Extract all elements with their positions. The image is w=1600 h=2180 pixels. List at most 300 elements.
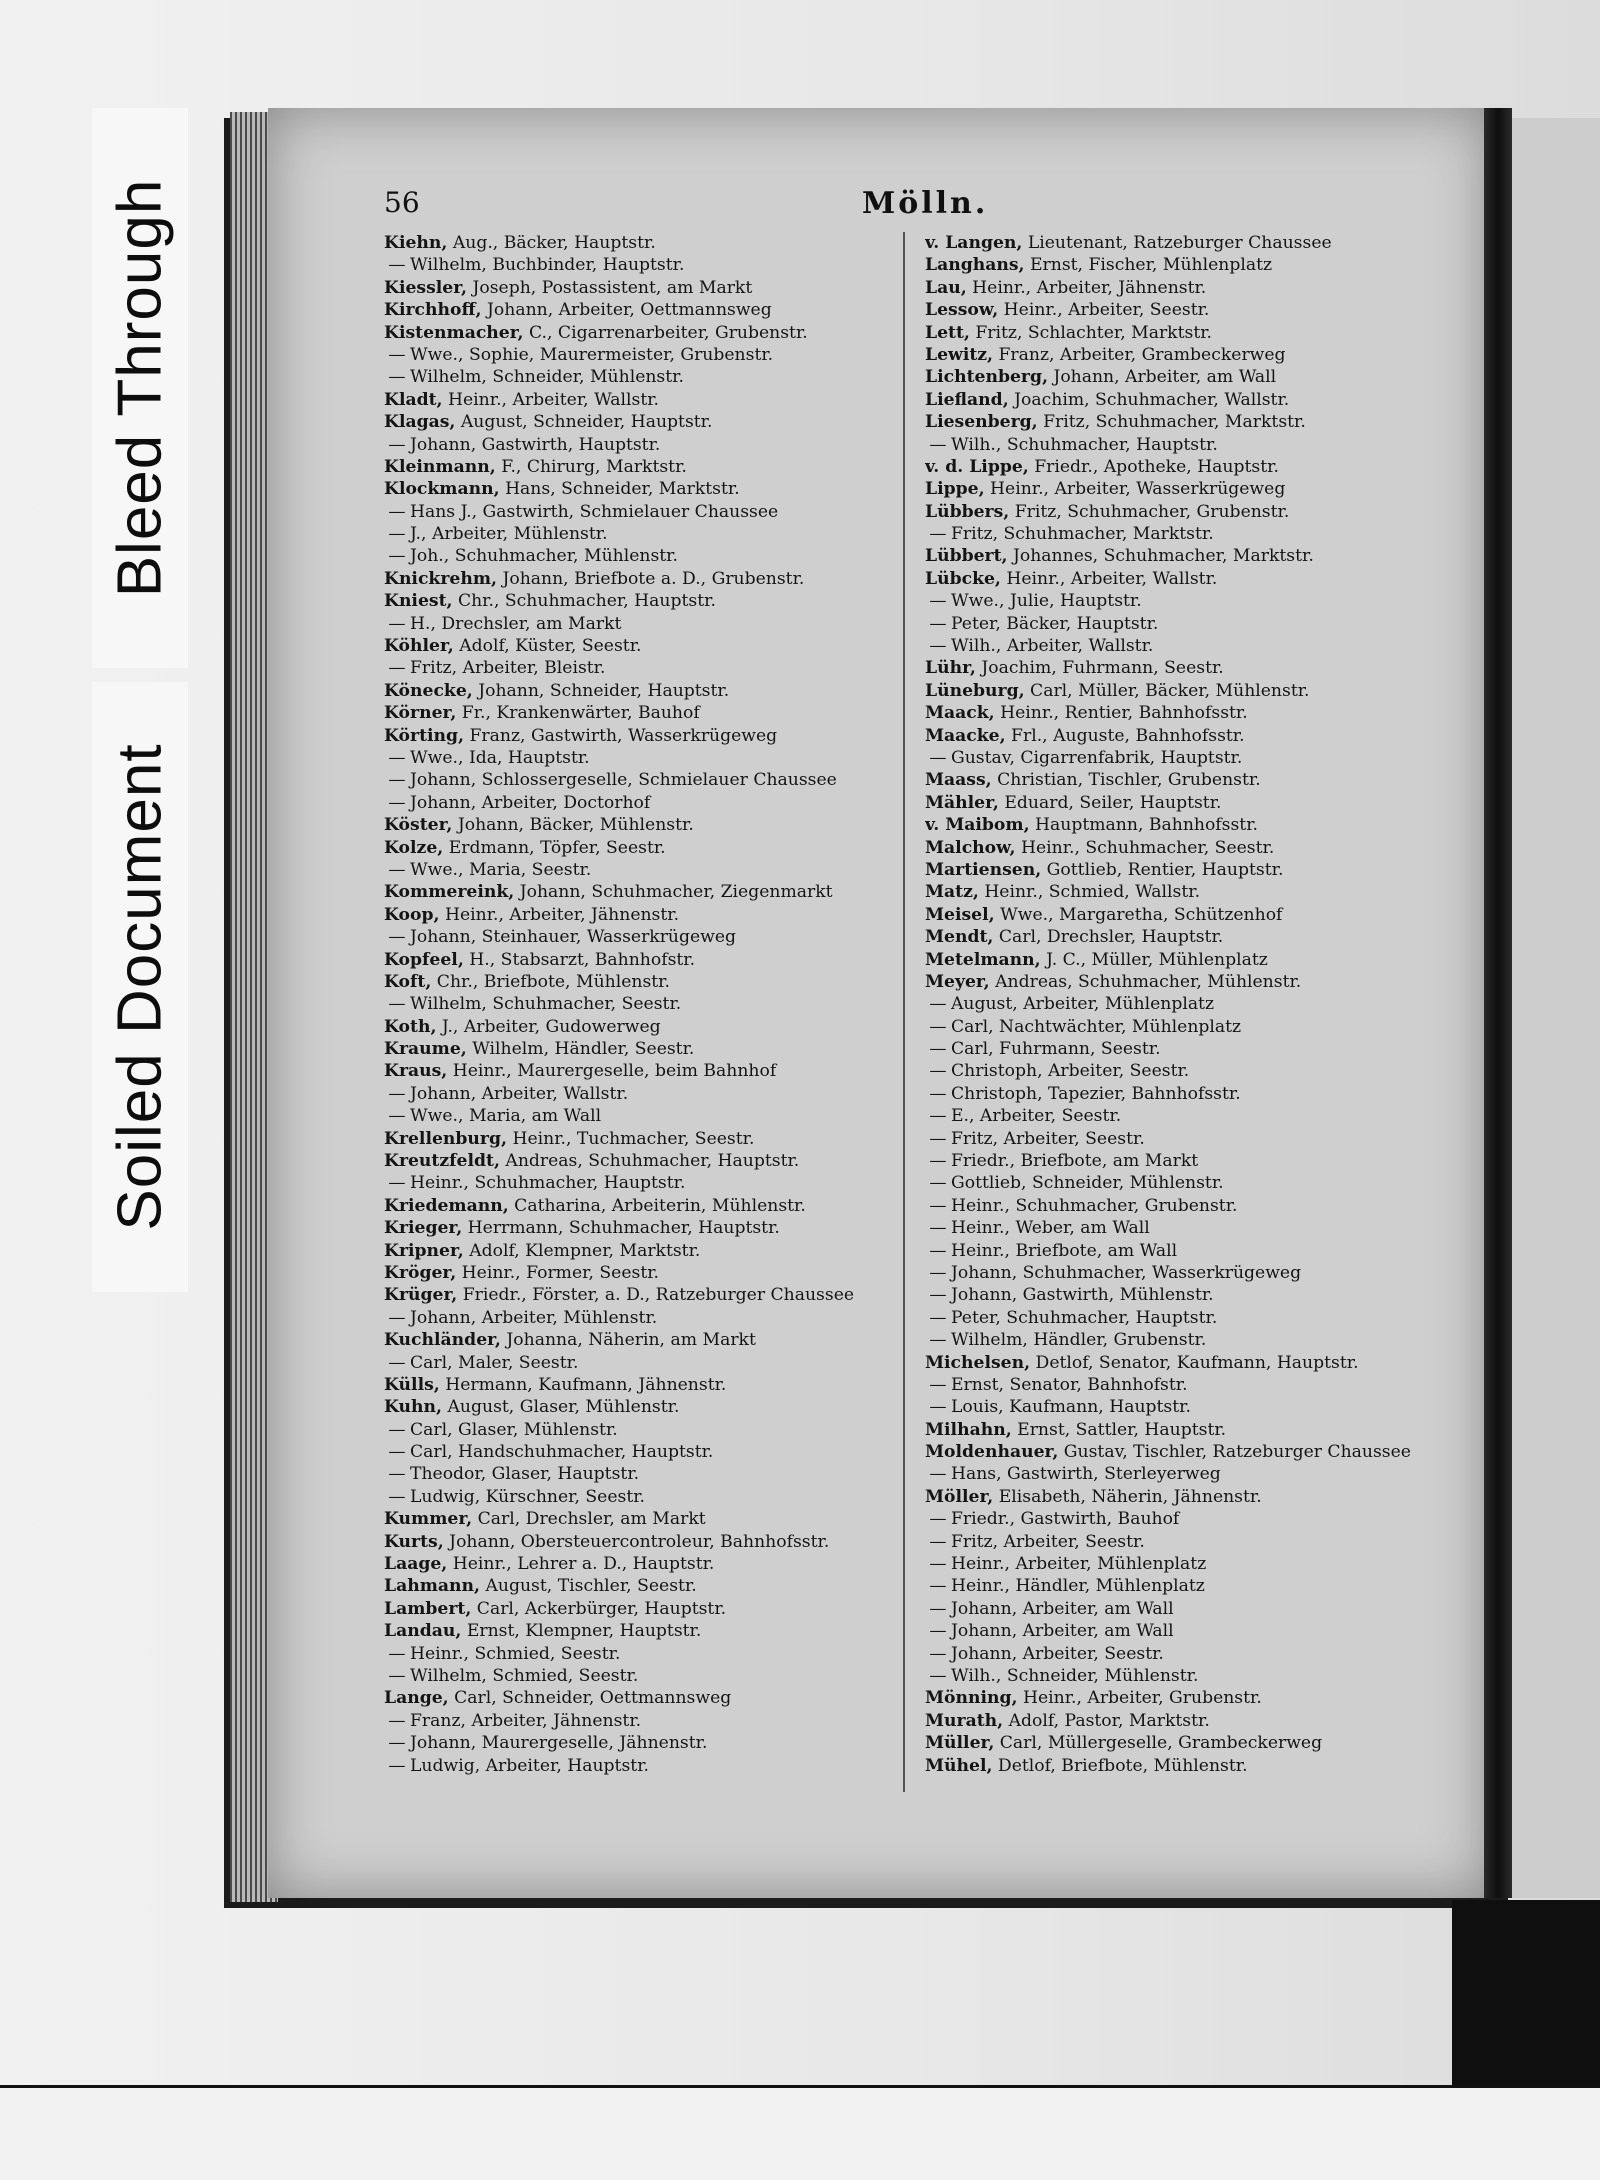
directory-entry [925,1374,1445,1396]
repeat-dash: — [929,1330,947,1351]
repeat-dash: — [929,1666,947,1686]
directory-entry [925,1508,1445,1530]
entry-details: Heinr., Maurergeselle, beim Bahnhof [447,1061,777,1082]
entry-surname: Matz, [925,882,979,903]
entry-details: Christian, Tischler, Grubenstr. [991,770,1261,791]
directory-entry [925,568,1445,590]
entry-details: Andreas, Schuhmacher, Hauptstr. [499,1151,800,1172]
repeat-dash: — [388,1643,406,1664]
directory-entry [384,1643,894,1665]
entry-details: Heinr., Rentier, Bahnhofsstr. [994,703,1248,724]
entry-details: Johann, Briefbote a. D., Grubenstr. [497,568,805,589]
book-gutter [1484,108,1512,1898]
page-number: 56 [384,186,420,219]
entry-details: J., Arbeiter, Gudowerweg [436,1016,661,1037]
entry-details: Hauptmann, Bahnhofsstr. [1029,815,1258,836]
directory-entry [384,322,894,344]
entry-surname: Knickrehm, [384,568,497,589]
entry-surname: Mühel, [925,1755,993,1776]
directory-entry [925,1038,1445,1060]
directory-entry [925,859,1445,881]
repeat-dash: — [929,1262,947,1283]
entry-details: C., Cigarrenarbeiter, Grubenstr. [523,322,808,343]
entry-surname: Müller, [925,1733,995,1754]
directory-entry [384,1128,894,1150]
entry-details: August, Tischler, Seestr. [480,1576,697,1597]
directory-entry [384,299,894,321]
entry-details: Christoph, Arbeiter, Seestr. [951,1061,1190,1082]
directory-entry [384,1732,894,1754]
entry-surname: Lau, [925,277,967,298]
directory-entry [384,1060,894,1082]
entry-surname: Meyer, [925,971,990,992]
entry-details: J., Arbeiter, Mühlenstr. [410,524,608,545]
directory-entry [925,1687,1445,1709]
entry-details: Heinr., Schuhmacher, Grubenstr. [951,1195,1238,1216]
entry-surname: Kraume, [384,1039,467,1060]
directory-entry [384,1352,894,1374]
entry-details: E., Arbeiter, Seestr. [951,1106,1122,1127]
directory-entry [384,1710,894,1732]
entry-details: Fr., Krankenwärter, Bauhof [456,703,700,724]
directory-entry [925,1172,1445,1194]
entry-details: Johann, Schlossergeselle, Schmielauer Chaussee [410,770,837,791]
directory-entry [384,926,894,948]
entry-details: H., Drechsler, am Markt [410,613,622,634]
directory-entry [925,702,1445,724]
entry-surname: Kiehn, [384,233,448,253]
entry-details: Friedr., Gastwirth, Bauhof [951,1509,1180,1530]
repeat-dash: — [388,1419,406,1440]
directory-entry [925,545,1445,567]
directory-entry [384,1172,894,1194]
entry-details: J. C., Müller, Mühlenplatz [1040,949,1268,970]
directory-entry [384,993,894,1015]
entry-details: Heinr., Tuchmacher, Seestr. [507,1128,755,1149]
directory-entry [925,277,1445,299]
directory-entry [925,501,1445,523]
repeat-dash: — [388,367,406,388]
directory-entry [384,949,894,971]
repeat-dash: — [929,1531,947,1552]
repeat-dash: — [929,747,947,768]
entry-surname: Mönning, [925,1688,1018,1709]
left-column [384,232,894,1777]
entry-details: Ernst, Senator, Bahnhofstr. [951,1374,1188,1395]
entry-surname: Lühr, [925,658,976,679]
entry-surname: Klockmann, [384,479,500,500]
directory-entry [384,747,894,769]
entry-details: Fritz, Arbeiter, Seestr. [951,1128,1145,1149]
directory-entry [384,568,894,590]
directory-entry [384,1038,894,1060]
entry-details: Friedr., Apotheke, Hauptstr. [1028,456,1279,477]
directory-entry [384,1508,894,1530]
entry-details: Heinr., Lehrer a. D., Hauptstr. [447,1554,715,1575]
entry-details: August, Schneider, Hauptstr. [455,412,713,433]
directory-entry [384,613,894,635]
directory-entry [925,1195,1445,1217]
directory-entry [925,792,1445,814]
entry-details: Wwe., Sophie, Maurermeister, Grubenstr. [410,344,774,365]
directory-entry [384,254,894,276]
directory-entry [925,1643,1445,1665]
entry-surname: Kriedemann, [384,1195,509,1216]
entry-surname: v. Maibom, [925,815,1030,836]
entry-details: Frl., Auguste, Bahnhofsstr. [1005,725,1245,746]
repeat-dash: — [388,859,406,880]
entry-surname: Klagas, [384,412,456,433]
entry-details: Heinr., Arbeiter, Jähnenstr. [966,277,1207,298]
entry-surname: Maass, [925,770,992,791]
directory-entry [925,1105,1445,1127]
repeat-dash: — [388,501,406,522]
directory-entry [384,1240,894,1262]
entry-details: Johann, Arbeiter, Oettmannsweg [481,300,772,321]
entry-surname: Lett, [925,322,970,343]
entry-surname: Kleinmann, [384,456,496,477]
entry-details: Heinr., Arbeiter, Wasserkrügeweg [984,479,1286,500]
directory-entry [384,277,894,299]
entry-surname: Lichtenberg, [925,367,1048,388]
entry-details: Johann, Arbeiter, Mühlenstr. [410,1307,658,1328]
entry-details: Fritz, Schuhmacher, Marktstr. [1037,412,1306,433]
entry-surname: Kuchländer, [384,1330,501,1351]
entry-details: Johann, Arbeiter, am Wall [951,1621,1174,1642]
repeat-dash: — [388,255,406,276]
entry-surname: Martiensen, [925,859,1042,880]
entry-details: Herrmann, Schuhmacher, Hauptstr. [462,1218,780,1239]
scan-bottom-band [0,2085,1600,2180]
repeat-dash: — [929,1061,947,1082]
repeat-dash: — [929,1083,947,1104]
directory-entry [384,792,894,814]
directory-entry [925,478,1445,500]
entry-details: Johann, Bäcker, Mühlenstr. [452,815,694,836]
repeat-dash: — [388,658,406,679]
directory-entry [384,1463,894,1485]
directory-entry [925,1217,1445,1239]
directory-entry [384,725,894,747]
entry-details: Gottlieb, Rentier, Hauptstr. [1041,859,1284,880]
entry-surname: Kolze, [384,837,444,858]
directory-entry [384,434,894,456]
entry-surname: Koth, [384,1016,437,1037]
entry-details: Joachim, Schuhmacher, Wallstr. [1008,389,1290,410]
entry-surname: Mendt, [925,927,994,948]
entry-surname: Kommereink, [384,882,515,903]
directory-entry [925,523,1445,545]
directory-entry [384,1307,894,1329]
entry-details: Franz, Arbeiter, Grambeckerweg [993,344,1286,365]
directory-entry [384,814,894,836]
directory-entry [925,1284,1445,1306]
entry-details: Johann, Obersteuercontroleur, Bahnhofsstr. [443,1531,830,1552]
entry-details: Detlof, Senator, Kaufmann, Hauptstr. [1030,1352,1359,1373]
repeat-dash: — [929,1464,947,1485]
entry-surname: Liefland, [925,389,1009,410]
directory-entry [925,635,1445,657]
directory-entry [925,1463,1445,1485]
entry-surname: Kniest, [384,591,453,612]
directory-entry [925,1240,1445,1262]
entry-surname: Malchow, [925,837,1016,858]
entry-surname: Köhler, [384,636,454,657]
repeat-dash: — [929,1016,947,1037]
entry-details: Heinr., Händler, Mühlenplatz [951,1576,1205,1597]
directory-entry [925,456,1445,478]
entry-details: Catharina, Arbeiterin, Mühlenstr. [508,1195,806,1216]
entry-surname: Kröger, [384,1262,457,1283]
directory-entry [384,1105,894,1127]
entry-details: Carl, Müller, Bäcker, Mühlenstr. [1024,680,1310,701]
repeat-dash: — [929,1643,947,1664]
entry-details: Carl, Müllergeselle, Grambeckerweg [994,1733,1323,1754]
directory-entry [925,1352,1445,1374]
entry-details: Gustav, Tischler, Ratzeburger Chaussee [1058,1442,1411,1463]
directory-entry [384,1553,894,1575]
directory-entry [925,434,1445,456]
directory-entry [925,1150,1445,1172]
directory-entry [384,1016,894,1038]
directory-entry [384,1262,894,1284]
entry-surname: Krieger, [384,1218,463,1239]
entry-surname: Krüger, [384,1285,458,1306]
entry-details: Aug., Bäcker, Hauptstr. [447,233,656,253]
entry-details: Ludwig, Arbeiter, Hauptstr. [410,1755,649,1776]
directory-entry [925,1665,1445,1687]
entry-surname: v. d. Lippe, [925,456,1029,477]
entry-details: Fritz, Arbeiter, Seestr. [951,1531,1145,1552]
directory-entry [925,1531,1445,1553]
entry-details: Theodor, Glaser, Hauptstr. [410,1464,640,1485]
repeat-dash: — [388,1352,406,1373]
directory-entry [925,1307,1445,1329]
entry-details: Joachim, Fuhrmann, Seestr. [975,658,1224,679]
directory-entry [925,1553,1445,1575]
entry-details: Wilhelm, Händler, Seestr. [466,1039,695,1060]
repeat-dash: — [388,1464,406,1485]
running-title: Mölln. [862,186,989,221]
directory-entry [925,814,1445,836]
entry-details: Johann, Steinhauer, Wasserkrügeweg [410,927,737,948]
entry-surname: v. Langen, [925,233,1023,253]
entry-details: Wilhelm, Buchbinder, Hauptstr. [410,255,685,276]
entry-surname: Kiessler, [384,277,468,298]
directory-entry [384,1441,894,1463]
directory-entry [925,1083,1445,1105]
directory-entry [384,904,894,926]
entry-surname: Lahmann, [384,1576,481,1597]
entry-details: Gottlieb, Schneider, Mühlenstr. [951,1173,1224,1194]
directory-entry [384,590,894,612]
entry-surname: Kummer, [384,1509,473,1530]
repeat-dash: — [929,1576,947,1597]
entry-surname: Milhahn, [925,1419,1012,1440]
directory-entry [384,1284,894,1306]
entry-details: Carl, Drechsler, am Markt [472,1509,706,1530]
repeat-dash: — [929,636,947,657]
directory-entry [384,366,894,388]
entry-details: Wilh., Schneider, Mühlenstr. [951,1666,1199,1686]
directory-entry [925,1575,1445,1597]
entry-surname: Moldenhauer, [925,1442,1059,1463]
entry-details: Detlof, Briefbote, Mühlenstr. [992,1755,1248,1776]
directory-entry [384,837,894,859]
entry-surname: Maack, [925,703,995,724]
entry-details: Peter, Schuhmacher, Hauptstr. [951,1307,1218,1328]
entry-details: Heinr., Schuhmacher, Seestr. [1015,837,1275,858]
repeat-dash: — [388,434,406,455]
bleed-through-label: Bleed Through [105,178,175,598]
repeat-dash: — [929,1374,947,1395]
directory-entry [384,389,894,411]
entry-details: Heinr., Arbeiter, Wallstr. [442,389,660,410]
entry-details: Johann, Arbeiter, Doctorhof [410,792,651,813]
directory-entry [925,1441,1445,1463]
entry-details: Adolf, Küster, Seestr. [453,636,642,657]
entry-details: Andreas, Schuhmacher, Mühlenstr. [989,971,1302,992]
entry-surname: Krellenburg, [384,1128,507,1149]
entry-details: Hans J., Gastwirth, Schmielauer Chaussee [410,501,779,522]
entry-details: Ernst, Klempner, Hauptstr. [461,1621,702,1642]
entry-details: Fritz, Arbeiter, Bleistr. [410,658,606,679]
entry-details: Carl, Schneider, Oettmannsweg [448,1688,732,1709]
entry-surname: Kistenmacher, [384,322,524,343]
bleed-through-tab [92,108,188,668]
entry-surname: Lübbers, [925,501,1010,522]
repeat-dash: — [929,613,947,634]
directory-entry [925,1329,1445,1351]
repeat-dash: — [929,994,947,1015]
entry-details: Johann, Schuhmacher, Wasserkrügeweg [951,1262,1302,1283]
entry-details: Heinr., Schmied, Seestr. [410,1643,621,1664]
entry-surname: Langhans, [925,255,1025,276]
directory-entry [925,1128,1445,1150]
directory-entry [384,478,894,500]
directory-entry [925,344,1445,366]
entry-details: Wilhelm, Schneider, Mühlenstr. [410,367,684,388]
repeat-dash: — [388,1666,406,1686]
directory-entry [925,299,1445,321]
entry-details: Wilhelm, Schmied, Seestr. [410,1666,639,1686]
directory-entry [925,254,1445,276]
repeat-dash: — [929,1151,947,1172]
directory-entry [925,747,1445,769]
entry-details: August, Glaser, Mühlenstr. [442,1397,680,1418]
repeat-dash: — [929,1598,947,1619]
directory-entry [925,1710,1445,1732]
entry-surname: Michelsen, [925,1352,1031,1373]
entry-details: Wwe., Julie, Hauptstr. [951,591,1142,612]
entry-details: Franz, Gastwirth, Wasserkrügeweg [464,725,778,746]
entry-details: Heinr., Former, Seestr. [456,1262,660,1283]
repeat-dash: — [388,613,406,634]
entry-details: Joh., Schuhmacher, Mühlenstr. [410,546,678,567]
facing-page [1512,118,1600,1898]
soiled-document-label: Soiled Document [105,743,175,1231]
entry-details: Carl, Fuhrmann, Seestr. [951,1039,1161,1060]
entry-details: Heinr., Schmied, Wallstr. [978,882,1201,903]
entry-details: Heinr., Arbeiter, Wallstr. [1000,568,1218,589]
entry-details: Heinr., Schuhmacher, Hauptstr. [410,1173,686,1194]
directory-entry [925,1396,1445,1418]
directory-entry [925,993,1445,1015]
directory-entry [384,1150,894,1172]
directory-entry [925,1419,1445,1441]
entry-surname: Kirchhoff, [384,300,482,321]
entry-surname: Kurts, [384,1531,444,1552]
right-column [925,232,1445,1777]
column-divider [903,232,905,1792]
repeat-dash: — [388,1733,406,1754]
directory-entry [384,1396,894,1418]
entry-details: Johann, Arbeiter, Seestr. [951,1643,1164,1664]
repeat-dash: — [388,1083,406,1104]
repeat-dash: — [388,1710,406,1731]
entry-details: Ernst, Fischer, Mühlenplatz [1024,255,1273,276]
directory-entry [384,1755,894,1777]
entry-details: Johann, Arbeiter, am Wall [951,1598,1174,1619]
directory-entry [384,523,894,545]
repeat-dash: — [929,1106,947,1127]
directory-entry [925,613,1445,635]
entry-details: Johann, Schneider, Hauptstr. [472,680,730,701]
directory-entry [384,1083,894,1105]
directory-entry [925,1732,1445,1754]
entry-details: Lieutenant, Ratzeburger Chaussee [1022,233,1332,253]
entry-details: F., Chirurg, Marktstr. [495,456,687,477]
directory-entry [384,1575,894,1597]
directory-entry [384,411,894,433]
repeat-dash: — [388,770,406,791]
repeat-dash: — [929,1307,947,1328]
repeat-dash: — [388,1307,406,1328]
directory-entry [384,680,894,702]
entry-details: Heinr., Briefbote, am Wall [951,1240,1178,1261]
repeat-dash: — [388,1486,406,1507]
directory-entry [384,501,894,523]
entry-details: Wwe., Maria, am Wall [410,1106,602,1127]
directory-entry [925,590,1445,612]
entry-details: Wilh., Schuhmacher, Hauptstr. [951,434,1218,455]
repeat-dash: — [929,434,947,455]
directory-entry [384,456,894,478]
directory-entry [925,1620,1445,1642]
entry-details: Johann, Gastwirth, Mühlenstr. [951,1285,1214,1306]
repeat-dash: — [929,1554,947,1575]
entry-surname: Lüneburg, [925,680,1025,701]
repeat-dash: — [929,1195,947,1216]
directory-entry [925,904,1445,926]
entry-details: Carl, Ackerbürger, Hauptstr. [471,1598,727,1619]
repeat-dash: — [388,1442,406,1463]
entry-details: Erdmann, Töpfer, Seestr. [443,837,666,858]
entry-surname: Lewitz, [925,344,994,365]
entry-surname: Lange, [384,1688,449,1709]
repeat-dash: — [929,1218,947,1239]
entry-details: Wilh., Arbeiter, Wallstr. [951,636,1154,657]
directory-entry [384,702,894,724]
entry-details: Gustav, Cigarrenfabrik, Hauptstr. [951,747,1243,768]
entry-surname: Könecke, [384,680,473,701]
directory-entry [925,881,1445,903]
repeat-dash: — [929,1128,947,1149]
entry-details: Heinr., Arbeiter, Jähnenstr. [439,904,680,925]
entry-details: August, Arbeiter, Mühlenplatz [951,994,1215,1015]
entry-surname: Lambert, [384,1598,472,1619]
directory-entry [925,769,1445,791]
